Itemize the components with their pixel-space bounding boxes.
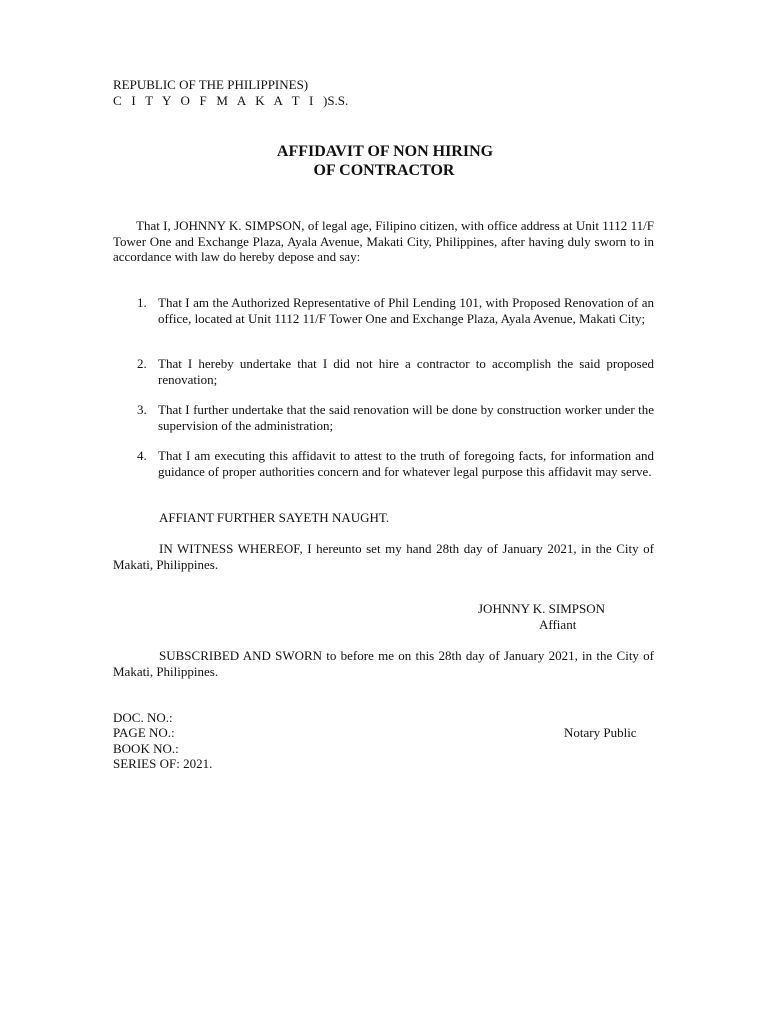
- list-item: [113, 356, 654, 387]
- header-ss: )S.S.: [322, 93, 349, 108]
- affiant-role: Affiant: [539, 617, 577, 632]
- list-item: [113, 295, 654, 326]
- document-title: [0, 142, 768, 180]
- statement-list: [113, 402, 654, 433]
- list-item-text: That I am executing this affidavit to attest to the truth of foregoing facts, for information and guidance of proper authorities concern and for whatever legal purpose this affidavit may serve.: [158, 448, 654, 479]
- list-item-text: That I hereby undertake that I did not hire a contractor to accomplish the said proposed renovation;: [158, 356, 654, 387]
- series-of: SERIES OF: 2021.: [113, 756, 213, 771]
- header-republic: REPUBLIC OF THE PHILIPPINES): [113, 77, 309, 92]
- closing-statement: AFFIANT FURTHER SAYETH NAUGHT.: [159, 510, 390, 525]
- list-item-number: 4.: [137, 448, 147, 463]
- affiant-name: JOHNNY K. SIMPSON: [478, 601, 606, 616]
- book-no: BOOK NO.:: [113, 741, 179, 756]
- list-item-number: 3.: [137, 402, 147, 417]
- page-no: PAGE NO.:: [113, 725, 175, 740]
- list-item-text: That I further undertake that the said renovation will be done by construction worker under the supervision of the administration;: [158, 402, 654, 433]
- list-item-number: 1.: [137, 295, 147, 310]
- witness-paragraph: IN WITNESS WHEREOF, I hereunto set my hand 28th day of January 2021, in the City of Makati, Philippines.: [113, 541, 654, 572]
- intro-paragraph: That I, JOHNNY K. SIMPSON, of legal age, Filipino citizen, with office address at Unit 1112 11/F Tower One and Exchange Plaza, Ayala Avenue, Makati City, Philippines, after having duly sworn to in accordance with law do hereby depose and say:: [113, 218, 654, 264]
- header-city-name: C I T Y O F M A K A T I: [113, 93, 317, 108]
- statement-list: [113, 356, 654, 387]
- list-item-number: 2.: [137, 356, 147, 371]
- jurat-paragraph: SUBSCRIBED AND SWORN to before me on this 28th day of January 2021, in the City of Makati, Philippines.: [113, 648, 654, 679]
- list-item: [113, 402, 654, 433]
- list-item: [113, 448, 654, 479]
- list-item-text: That I am the Authorized Representative of Phil Lending 101, with Proposed Renovation of an office, located at Unit 1112 11/F Tower One and Exchange Plaza, Ayala Avenue, Makati City;: [158, 295, 654, 326]
- title-line-2: OF CONTRACTOR: [313, 162, 455, 179]
- statement-list: [113, 295, 654, 326]
- title-line-1: AFFIDAVIT OF NON HIRING: [276, 143, 494, 160]
- doc-no: DOC. NO.:: [113, 710, 173, 725]
- notary-public-label: Notary Public: [564, 725, 637, 740]
- header-city: [113, 93, 348, 109]
- statement-list: [113, 448, 654, 479]
